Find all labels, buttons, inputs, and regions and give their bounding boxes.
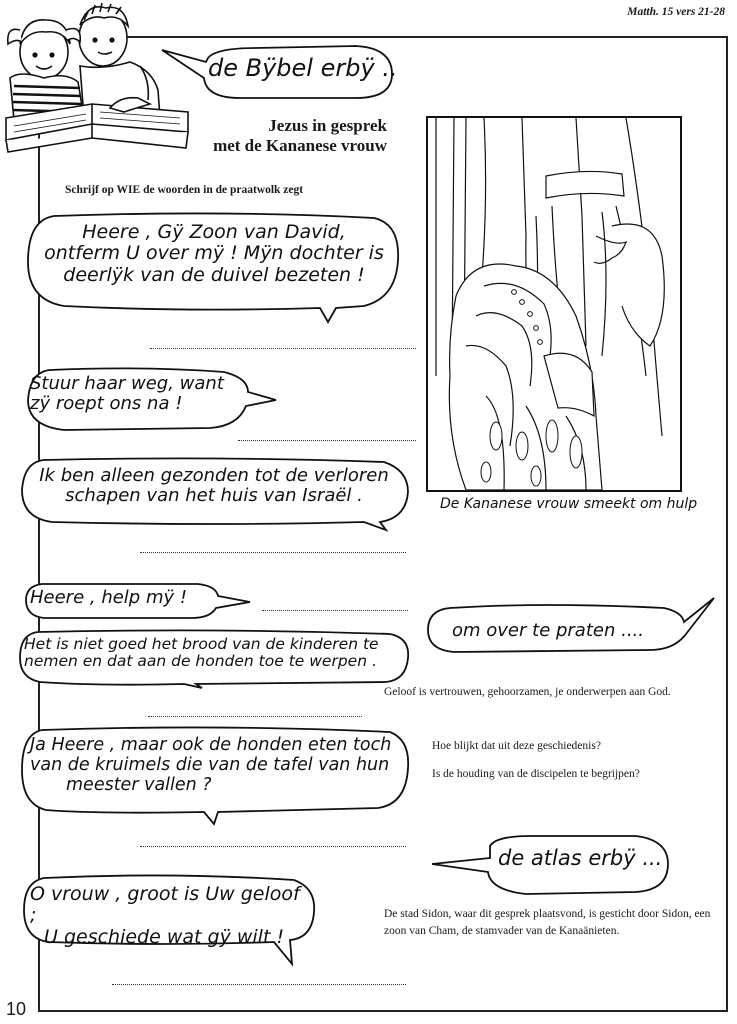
speech-bubble-2-line-1: Stuur haar weg, want (30, 373, 224, 394)
speech-bubble-3-text (24, 466, 404, 506)
scripture-reference: Matth. 15 vers 21-28 (627, 6, 725, 18)
speech-bubble-6-line-2: van de kruimels die van de tafel van hun (30, 754, 390, 775)
bible-tag-text: de Bÿbel erbÿ .. (208, 54, 398, 82)
speech-bubble-7-line-2: U geschiede wat gÿ wilt ! (44, 925, 285, 948)
speech-bubble-1-line-3: deerlÿk van de duivel bezeten ! (63, 263, 365, 286)
speech-bubble-5-line-2: nemen en dat aan de honden toe te werpen . (24, 652, 377, 671)
speech-bubble-3-line-2: schapen van het huis van Israël . (65, 485, 363, 507)
answer-line-6[interactable] (140, 846, 406, 847)
page-number: 10 (6, 999, 27, 1019)
illustration-caption: De Kananese vrouw smeekt om hulp (440, 496, 698, 512)
answer-line-7[interactable] (112, 984, 406, 985)
answer-line-4[interactable] (262, 610, 408, 611)
discussion-question-1: Hoe blijkt dat uit deze geschiedenis? (432, 740, 601, 752)
discussion-tag-text: om over te praten .... (452, 620, 644, 641)
atlas-tag-text: de atlas erbÿ ... (498, 846, 663, 870)
speech-bubble-2-line-2: zÿ roept ons na ! (30, 393, 183, 415)
page-title (147, 116, 387, 157)
speech-bubble-2-text (30, 374, 230, 414)
instruction-text: Schrijf op WIE de woorden in de praatwolk zegt (65, 184, 304, 196)
answer-line-5[interactable] (148, 716, 362, 717)
speech-bubble-5-text (24, 636, 408, 671)
discussion-question-2: Is de houding van de discipelen te begrijpen? (432, 768, 640, 780)
speech-bubble-6-text (30, 736, 400, 796)
speech-bubble-1-text (34, 222, 394, 286)
answer-line-1[interactable] (150, 348, 416, 349)
speech-bubble-1-line-1: Heere , Gÿ Zoon van David, (82, 221, 346, 243)
answer-line-3[interactable] (140, 552, 406, 553)
kananese-woman-illustration (426, 116, 682, 492)
speech-bubble-7-line-1: O vrouw , groot is Uw geloof ; (30, 883, 300, 927)
discussion-intro: Geloof is vertrouwen, gehoorzamen, je onderwerpen aan God. (384, 686, 671, 698)
page-title-line-2: met de Kananese vrouw (213, 136, 387, 156)
speech-bubble-5-line-1: Het is niet goed het brood van de kinderen te (24, 635, 379, 653)
atlas-text: De stad Sidon, waar dit gesprek plaatsvond, is gesticht door Sidon, een zoon van Cham, de stamvader van de Kanaänieten. (384, 908, 711, 937)
speech-bubble-1-line-2: ontferm U over mÿ ! Mÿn dochter is (44, 242, 384, 265)
speech-bubble-4-line-1: Heere , help mÿ ! (30, 587, 188, 608)
speech-bubble-6-line-3: meester vallen ? (66, 774, 212, 795)
speech-bubble-4-text (30, 588, 210, 608)
speech-bubble-7-text (30, 884, 310, 948)
page-title-line-1: Jezus in gesprek (268, 116, 387, 135)
answer-line-2[interactable] (238, 440, 416, 441)
speech-bubble-6-line-1: Ja Heere , maar ook de honden eten toch (30, 735, 392, 755)
speech-bubble-3-line-1: Ik ben alleen gezonden tot de verloren (39, 465, 389, 486)
